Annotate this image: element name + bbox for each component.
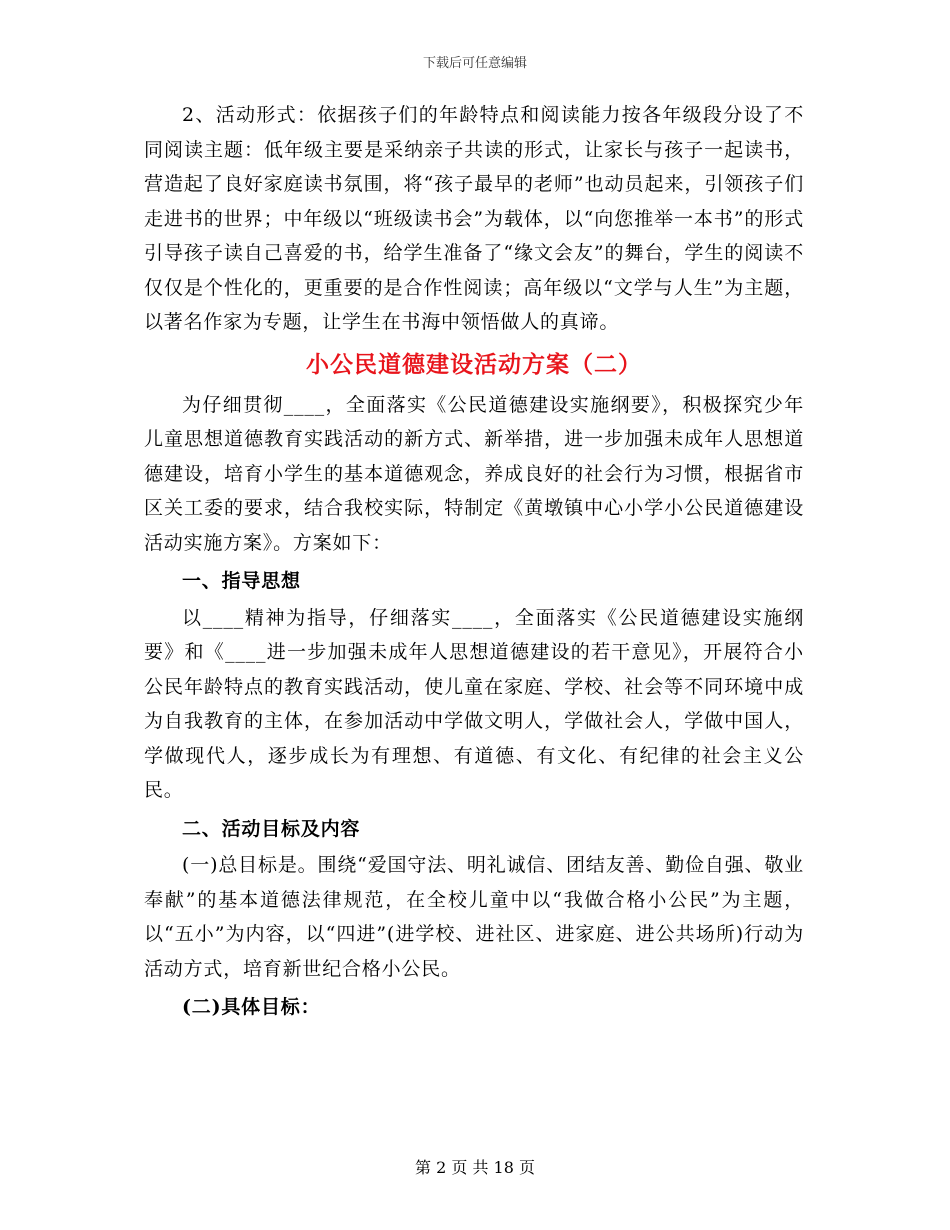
heading-guiding-thought: 一、指导思想 bbox=[182, 570, 301, 592]
paragraph-activity-form: 2、活动形式：依据孩子们的年龄特点和阅读能力按各年级段分设了不同阅读主题：低年级主要是采纳亲子共读的形式，让家长与孩子一起读书，营造起了良好家庭读书氛围，将“孩子最早的老师”也动员起来，引领孩子们走进书的世界；中年级以“班级读书会”为载体，以“向您推举一本书”的形式引导孩子读自己喜爱的书，给学生准备了“缘文会友”的舞台，学生的阅读不仅仅是个性化的，更重要的是合作性阅读；高年级以“文学与人生”为主题，以著名作家为专题，让学生在书海中领悟做人的真谛。 bbox=[144, 104, 804, 333]
heading-goals-content: 二、活动目标及内容 bbox=[182, 817, 361, 840]
paragraph-guiding-thought: 以____精神为指导，仔细落实____，全面落实《公民道德建设实施纲要》和《____进一步加强未成年人思想道德建设的若干意见》，开展符合小公民年龄特点的教育实践活动，使儿童在家庭、学校、社会等不同环境中成为自我教育的主体，在参加活动中学做文明人，学做社会人，学做中国人，学做现代人，逐步成长为有理想、有道德、有文化、有纪律的社会主义公民。 bbox=[144, 606, 804, 801]
paragraph-overall-goal: (一)总目标是。围绕“爱国守法、明礼诚信、团结友善、勤俭自强、敬业奉献”的基本道德法律规范，在全校儿童中以“我做合格小公民”为主题，以“五小”为内容，以“四进”(进学校、进社区、进家庭、进公共场所)行动为活动方式，培育新世纪合格小公民。 bbox=[144, 854, 804, 980]
page-footer: 第 2 页 共 18 页 bbox=[415, 1158, 535, 1177]
document-body bbox=[144, 98, 804, 1027]
heading-specific-goals: (二)具体目标： bbox=[182, 996, 321, 1018]
section-title: 小公民道德建设活动方案（二） bbox=[306, 350, 642, 378]
page-header: 下载后可任意编辑 bbox=[422, 56, 527, 71]
paragraph-intro: 为仔细贯彻____，全面落实《公民道德建设实施纲要》，积极探究少年儿童思想道德教育实践活动的新方式、新举措，进一步加强未成年人思想道德建设，培育小学生的基本道德观念，养成良好的社会行为习惯，根据省市区关工委的要求，结合我校实际，特制定《黄墩镇中心小学小公民道德建设活动实施方案》。方案如下： bbox=[144, 393, 804, 554]
